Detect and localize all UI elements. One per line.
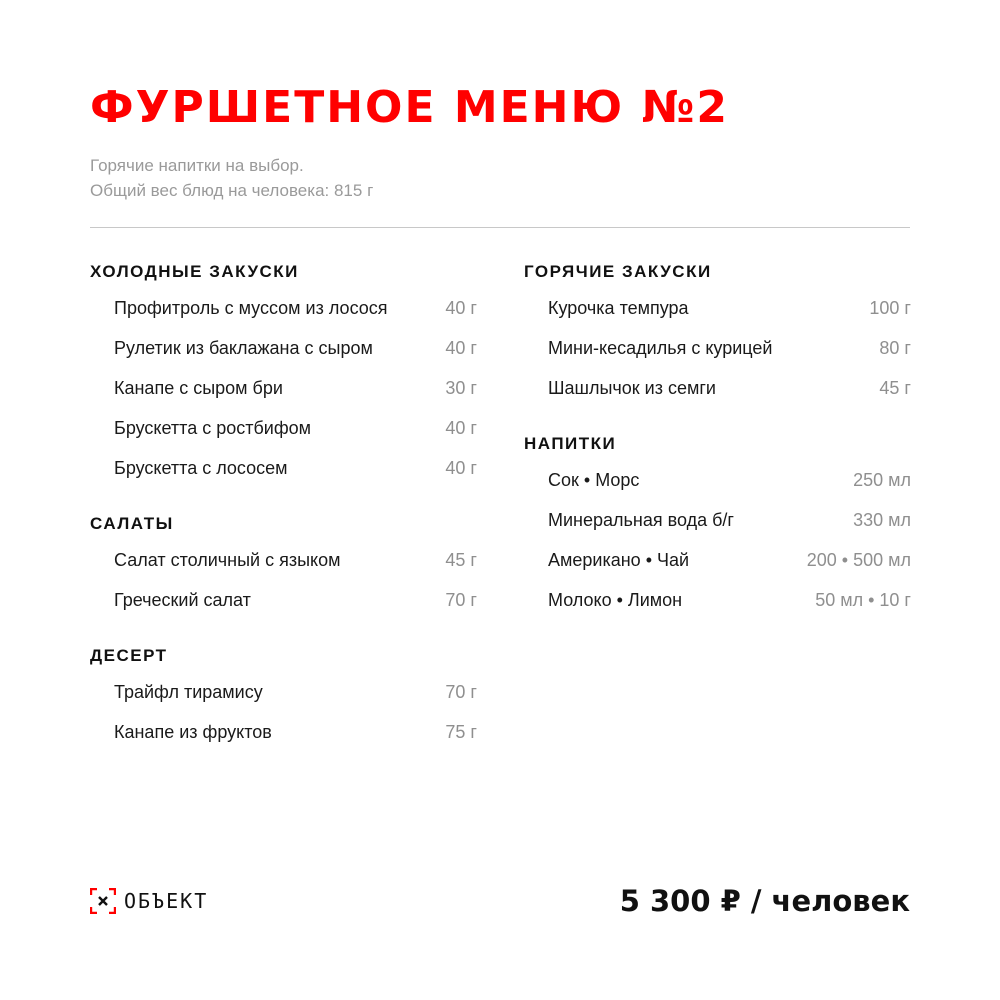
menu-item-name: Брускетта с лососем <box>114 457 288 478</box>
menu-title: ФУРШЕТНОЕ МЕНЮ №2 <box>90 82 730 133</box>
section-title: НАПИТКИ <box>524 434 617 453</box>
section-hot-appetizers <box>524 256 911 408</box>
menu-item-amount: 75 г <box>445 721 477 742</box>
section-salads <box>90 508 477 620</box>
menu-item-name: Профитроль с муссом из лосося <box>114 297 388 318</box>
menu-subtitle <box>90 153 373 203</box>
menu-item-amount: 40 г <box>445 417 477 438</box>
menu-item-amount: 45 г <box>445 549 477 570</box>
brand-name: ОБЪЕКТ <box>124 889 209 913</box>
menu-item-name: Салат столичный с языком <box>114 549 341 570</box>
menu-item-amount: 45 г <box>879 377 911 398</box>
header-divider <box>90 227 910 228</box>
menu-item-amount: 70 г <box>445 589 477 610</box>
menu-item <box>90 712 477 752</box>
menu-item <box>90 540 477 580</box>
menu-item-amount: 40 г <box>445 457 477 478</box>
menu-column-right <box>524 256 911 640</box>
subtitle-drinks-note: Горячие напитки на выбор. <box>90 156 304 175</box>
menu-item <box>524 540 911 580</box>
section-drinks <box>524 428 911 620</box>
menu-item-amount: 250 мл <box>853 469 911 490</box>
menu-item-name: Брускетта с ростбифом <box>114 417 312 438</box>
menu-item <box>90 580 477 620</box>
menu-item <box>90 288 477 328</box>
menu-item <box>90 408 477 448</box>
menu-item <box>524 460 911 500</box>
bracket-x-icon <box>90 888 116 914</box>
menu-item-name: Молоко • Лимон <box>548 589 683 610</box>
menu-item-amount: 30 г <box>445 377 477 398</box>
menu-item-amount: 200 • 500 мл <box>806 549 911 570</box>
menu-item-amount: 50 мл • 10 г <box>815 589 911 610</box>
menu-item <box>90 368 477 408</box>
menu-item-amount: 80 г <box>879 337 911 358</box>
menu-item-name: Канапе из фруктов <box>114 721 272 742</box>
menu-column-left <box>90 256 477 772</box>
menu-item-name: Сок • Морс <box>548 469 640 490</box>
menu-item <box>524 288 911 328</box>
menu-item <box>524 500 911 540</box>
menu-item <box>524 328 911 368</box>
menu-item <box>524 368 911 408</box>
section-title: САЛАТЫ <box>90 514 174 533</box>
section-dessert <box>90 640 477 752</box>
price-per-person: 5 300 ₽ / человек <box>619 884 910 918</box>
menu-item-amount: 70 г <box>445 681 477 702</box>
footer <box>90 877 910 925</box>
menu-item-amount: 40 г <box>445 337 477 358</box>
section-cold-appetizers <box>90 256 477 488</box>
menu-item-name: Шашлычок из семги <box>548 377 716 398</box>
section-title: ГОРЯЧИЕ ЗАКУСКИ <box>524 262 712 281</box>
brand-logo <box>90 888 208 914</box>
menu-item-amount: 100 г <box>869 297 911 318</box>
menu-item-name: Греческий салат <box>114 589 251 610</box>
menu-item <box>524 580 911 620</box>
menu-item-name: Канапе с сыром бри <box>114 377 283 398</box>
menu-item-name: Курочка темпура <box>548 297 689 318</box>
menu-item-name: Мини-кесадилья с курицей <box>548 337 773 358</box>
section-title: ДЕСЕРТ <box>90 646 168 665</box>
menu-item-name: Рулетик из баклажана с сыром <box>114 337 373 358</box>
menu-item-amount: 40 г <box>445 297 477 318</box>
menu-item <box>90 448 477 488</box>
menu-item-amount: 330 мл <box>853 509 911 530</box>
menu-item <box>90 328 477 368</box>
menu-item <box>90 672 477 712</box>
menu-item-name: Американо • Чай <box>548 549 690 570</box>
section-title: ХОЛОДНЫЕ ЗАКУСКИ <box>90 262 299 281</box>
menu-item-name: Трайфл тирамису <box>114 681 263 702</box>
subtitle-weight-note: Общий вес блюд на человека: 815 г <box>90 181 374 200</box>
menu-item-name: Минеральная вода б/г <box>548 509 734 530</box>
